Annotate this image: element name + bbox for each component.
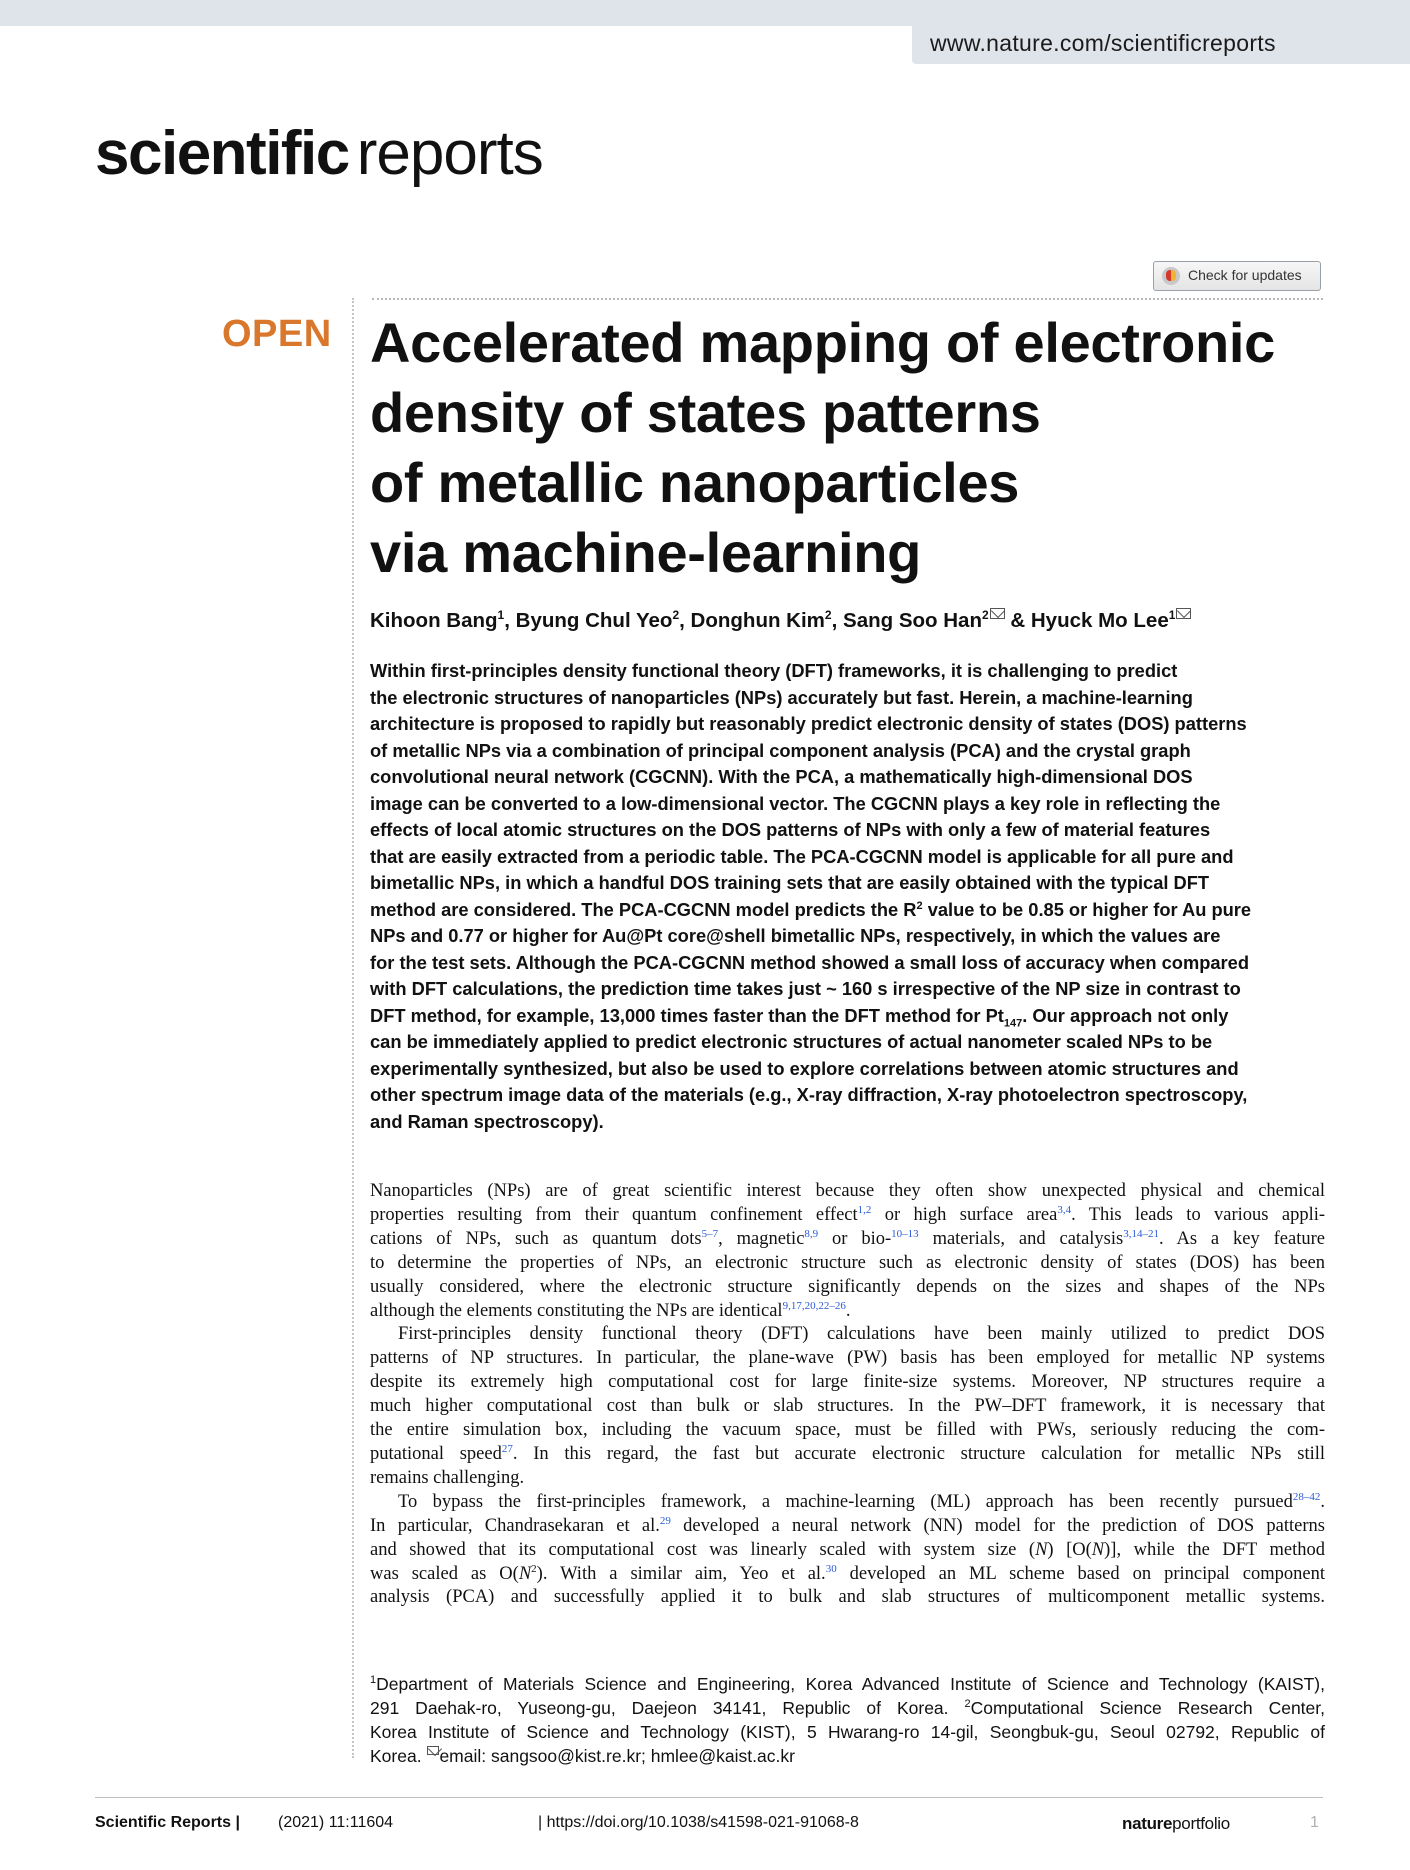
body-text: To bypass the first-principles framework, a machine-learning (ML) approach has been recently pursued xyxy=(398,1491,1293,1512)
body-text: or bio- xyxy=(818,1228,892,1249)
body-line: despite its extremely high computational cost for large finite-size systems. Moreover, NP structures require a xyxy=(370,1372,1325,1393)
affiliation-text: Computational Science Research Center, xyxy=(970,1698,1325,1718)
math-variable: N xyxy=(1091,1539,1105,1560)
abstract-line: NPs and 0.77 or higher for Au@Pt core@shell bimetallic NPs, respectively, in which the values are xyxy=(370,925,1221,946)
abstract-line: other spectrum image data of the materials (e.g., X-ray diffraction, X-ray photoelectron spectroscopy, xyxy=(370,1084,1248,1105)
math-variable: N xyxy=(1035,1539,1048,1560)
title-line: via machine-learning xyxy=(370,521,922,584)
abstract-line: with DFT calculations, the prediction time takes just ~ 160 s irrespective of the NP size in contrast to xyxy=(370,978,1241,999)
top-band xyxy=(0,0,1410,26)
abstract-line: can be immediately applied to predict electronic structures of actual nanometer scaled NPs to be xyxy=(370,1031,1213,1052)
superscript: 1 xyxy=(370,1674,377,1687)
abstract-line: architecture is proposed to rapidly but reasonably predict electronic density of states (DOS) patterns xyxy=(370,713,1247,734)
body-text: was scaled as O( xyxy=(370,1563,519,1584)
abstract-line: for the test sets. Although the PCA-CGCNN method showed a small loss of accuracy when compared xyxy=(370,951,1250,973)
open-access-label: OPEN xyxy=(222,313,332,355)
body-text: , magnetic xyxy=(718,1228,805,1249)
article-title xyxy=(370,308,1330,588)
footer-divider xyxy=(95,1797,1323,1798)
body-text: developed an ML scheme based on principal component xyxy=(836,1563,1325,1584)
affiliation-text: Korea. xyxy=(370,1746,427,1766)
citation-link[interactable]: 9,17,20,22–26 xyxy=(782,1299,846,1312)
author-affiliation: 1 xyxy=(497,608,505,622)
check-for-updates-button[interactable] xyxy=(1153,261,1321,291)
citation-link[interactable]: 8,9 xyxy=(804,1227,819,1240)
abstract-text: value to be 0.85 or higher for Au pure xyxy=(922,898,1252,920)
citation-link[interactable]: 1,2 xyxy=(857,1203,872,1216)
body-line: usually considered, where the electronic structure significantly depends on the sizes and shapes of the NPs xyxy=(370,1276,1325,1297)
page-number: 1 xyxy=(1310,1814,1319,1831)
body-line: much higher computational cost than bulk or slab structures. In the PW–DFT framework, it is necessary that xyxy=(370,1396,1325,1417)
crossmark-icon xyxy=(1162,267,1180,285)
affiliation-line: Korea Institute of Science and Technology (KIST), 5 Hwarang-ro 14-gil, Seongbuk-gu, Seoul 02792, Republic of xyxy=(370,1722,1325,1742)
body-line xyxy=(370,1443,1325,1467)
body-line xyxy=(370,1491,1325,1515)
logo-bold-text: scientific xyxy=(95,119,349,188)
body-text: . xyxy=(845,1300,851,1321)
body-line xyxy=(370,1515,1325,1539)
author-name[interactable]: Donghun Kim xyxy=(690,608,825,632)
body-text: materials, and catalysis xyxy=(918,1228,1124,1249)
citation-link[interactable]: 29 xyxy=(659,1514,671,1527)
citation-link[interactable]: 5–7 xyxy=(701,1227,719,1240)
affiliation-line xyxy=(370,1672,1325,1696)
abstract-text: method are considered. The PCA-CGCNN model predicts the R xyxy=(370,898,917,920)
superscript: 2 xyxy=(916,899,923,912)
author-list xyxy=(370,608,1330,633)
abstract-line: that are easily extracted from a periodic table. The PCA-CGCNN model is applicable for all pure and xyxy=(370,845,1234,867)
journal-logo xyxy=(95,118,543,189)
abstract-line: and Raman spectroscopy). xyxy=(370,1110,604,1132)
body-line: patterns of NP structures. In particular, the plane-wave (PW) basis has been employed for metallic NP systems xyxy=(370,1348,1325,1369)
abstract-line: experimentally synthesized, but also be used to explore correlations between atomic structures and xyxy=(370,1057,1239,1079)
affiliation-line xyxy=(370,1744,1325,1768)
subscript: 147 xyxy=(1003,1017,1023,1030)
body-text: ). With a similar aim, Yeo et al. xyxy=(536,1563,826,1584)
author-name[interactable]: Hyuck Mo Lee xyxy=(1030,608,1169,632)
body-text: ) [O( xyxy=(1047,1539,1092,1560)
author-affiliation: 2 xyxy=(672,608,680,622)
body-text: . This leads to various appli- xyxy=(1071,1204,1326,1225)
publisher-logo-text: portfolio xyxy=(1172,1814,1230,1833)
footer-doi-link[interactable]: | https://doi.org/10.1038/s41598-021-91068-8 xyxy=(538,1814,859,1831)
citation-link[interactable]: 10–13 xyxy=(891,1227,919,1240)
citation-link[interactable]: 3,14–21 xyxy=(1123,1227,1159,1240)
title-line: density of states patterns xyxy=(370,381,1041,444)
body-text: . In this regard, the fast but accurate electronic structure calculation for metallic NPs still xyxy=(512,1443,1325,1464)
affiliation-text: Department of Materials Science and Engineering, Korea Advanced Institute of Science and Technology (KAIST), xyxy=(376,1674,1325,1694)
math-variable: N xyxy=(518,1563,532,1584)
superscript: 2 xyxy=(531,1562,537,1575)
affiliation-line xyxy=(370,1696,1325,1720)
citation-link[interactable]: 3,4 xyxy=(1057,1203,1072,1216)
footer-journal: Scientific Reports | xyxy=(95,1814,240,1831)
body-text: In particular, Chandrasekaran et al. xyxy=(370,1515,660,1536)
author-name[interactable]: Kihoon Bang xyxy=(370,608,498,632)
footer-year-volume: (2021) 11:11604 xyxy=(278,1814,394,1831)
abstract-text: . Our approach not only xyxy=(1022,1004,1229,1026)
author-affiliation: 2 xyxy=(981,608,989,622)
body-text: or high surface area xyxy=(871,1204,1058,1225)
dotted-divider-vertical xyxy=(352,298,354,1758)
publisher-logo xyxy=(1122,1814,1230,1834)
body-text: . xyxy=(1320,1491,1325,1512)
abstract-line: of metallic NPs via a combination of principal component analysis (PCA) and the crystal graph xyxy=(370,739,1191,761)
author-separator: , xyxy=(831,608,844,632)
body-line: First-principles density functional theory (DFT) calculations have been mainly utilized to predict DOS xyxy=(398,1324,1325,1345)
author-name[interactable]: Sang Soo Han xyxy=(843,608,982,632)
body-text: properties resulting from their quantum confinement effect xyxy=(370,1204,858,1225)
superscript: 2 xyxy=(964,1698,971,1711)
abstract-line: the electronic structures of nanoparticles (NPs) accurately but fast. Herein, a machine-learning xyxy=(370,686,1193,708)
body-line: Nanoparticles (NPs) are of great scientific interest because they often show unexpected physical and chemical xyxy=(370,1181,1325,1201)
abstract-line xyxy=(370,1003,1325,1030)
body-text: although the elements constituting the NPs are identical xyxy=(370,1300,783,1321)
title-line: Accelerated mapping of electronic xyxy=(370,311,1276,374)
abstract xyxy=(370,658,1325,1135)
citation-link[interactable]: 27 xyxy=(501,1442,513,1455)
author-separator: & xyxy=(1004,608,1031,632)
body-text: and showed that its computational cost was linearly scaled with system size ( xyxy=(370,1539,1036,1560)
abstract-text: DFT method, for example, 13,000 times faster than the DFT method for Pt xyxy=(370,1004,1004,1026)
envelope-icon xyxy=(427,1746,439,1755)
author-separator: , xyxy=(504,608,516,632)
body-line xyxy=(370,1228,1325,1252)
envelope-icon[interactable] xyxy=(990,608,1005,619)
citation-link[interactable]: 28–42 xyxy=(1292,1490,1321,1503)
abstract-line: convolutional neural network (CGCNN). With the PCA, a mathematically high-dimensional DOS xyxy=(370,766,1193,787)
body-line xyxy=(370,1300,1325,1324)
affiliations xyxy=(370,1672,1325,1768)
body-text: )], while the DFT method xyxy=(1104,1539,1325,1560)
author-affiliation: 2 xyxy=(824,608,832,622)
abstract-line: effects of local atomic structures on the DOS patterns of NPs with only a few of material features xyxy=(370,819,1211,840)
abstract-line: Within first-principles density functional theory (DFT) frameworks, it is challenging to predict xyxy=(370,660,1178,681)
abstract-line: image can be converted to a low-dimensional vector. The CGCNN plays a key role in reflecting the xyxy=(370,792,1221,814)
envelope-icon[interactable] xyxy=(1176,608,1191,619)
author-separator: , xyxy=(679,608,691,632)
body-text: developed a neural network (NN) model for the prediction of DOS patterns xyxy=(670,1515,1325,1536)
title-line: of metallic nanoparticles xyxy=(370,451,1020,514)
publisher-logo-text: nature xyxy=(1122,1814,1173,1833)
body-line: to determine the properties of NPs, an electronic structure such as electronic density of states (DOS) has been xyxy=(370,1252,1325,1273)
check-for-updates-label: Check for updates xyxy=(1188,267,1302,283)
author-affiliation: 1 xyxy=(1168,608,1176,622)
body-line: analysis (PCA) and successfully applied it to bulk and slab structures of multicomponent metallic systems. xyxy=(370,1587,1325,1608)
body-line xyxy=(370,1563,1325,1587)
abstract-line xyxy=(370,897,1325,924)
journal-url-link[interactable]: www.nature.com/scientificreports xyxy=(930,30,1276,56)
body-text: cations of NPs, such as quantum dots xyxy=(370,1228,702,1249)
author-name[interactable]: Byung Chul Yeo xyxy=(515,608,673,632)
main-text xyxy=(370,1180,1325,1610)
body-text: . As a key feature xyxy=(1158,1228,1325,1249)
affiliation-text: 291 Daehak-ro, Yuseong-gu, Daejeon 34141, Republic of Korea. xyxy=(370,1698,965,1718)
citation-link[interactable]: 30 xyxy=(825,1562,837,1575)
body-line xyxy=(370,1539,1325,1563)
body-line: remains challenging. xyxy=(370,1467,525,1488)
logo-light-text: reports xyxy=(356,119,543,188)
dotted-divider-horizontal xyxy=(372,298,1323,300)
body-line: the entire simulation box, including the vacuum space, must be filled with PWs, seriously reducing the com- xyxy=(370,1420,1325,1441)
body-text: putational speed xyxy=(370,1443,502,1464)
abstract-line: bimetallic NPs, in which a handful DOS training sets that are easily obtained with the typical DFT xyxy=(370,872,1210,893)
email-text[interactable]: email: sangsoo@kist.re.kr; hmlee@kaist.ac.kr xyxy=(439,1746,795,1766)
body-line xyxy=(370,1204,1325,1228)
